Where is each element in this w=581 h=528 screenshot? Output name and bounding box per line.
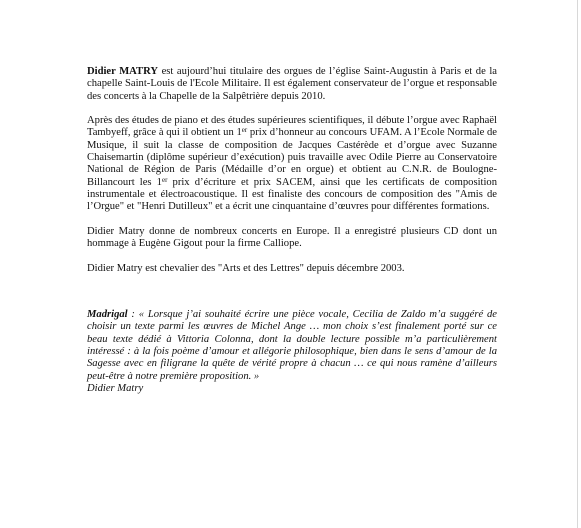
author-name: Didier MATRY bbox=[87, 66, 159, 77]
bio-paragraph-4: Didier Matry est chevalier des "Arts et des Lettres" depuis décembre 2003. bbox=[87, 262, 405, 274]
page-edge-divider bbox=[577, 0, 578, 528]
bio-paragraph-1-text: est aujourd’hui titulaire des orgues de l’église Saint-Augustin à Paris et de la chapelle Saint-Louis de l'Ecole Militaire. Il est également conservateur de l’orgue et responsable des concerts à la Chapelle de la Salpêtrière depuis 2010. bbox=[87, 66, 497, 102]
madrigal-quote bbox=[87, 309, 497, 395]
bio-paragraph-2 bbox=[87, 115, 497, 213]
bio-paragraph-3: Didier Matry donne de nombreux concerts en Europe. Il a enregistré plusieurs CD dont un hommage à Eugène Gigout pour la firme Calliope. bbox=[87, 225, 497, 250]
bio-paragraph-2-part-b: prix d’honneur au concours UFAM. A l’Ecole Normale de Musique, il suit la classe de composition de Jacques Castérède et d’orgue avec Suzanne Chaisemartin (diplôme supérieur d’exécution) puis travaille avec Odile Pierre au Conservatoire National de Région de Paris (Médaille d’or en orgue) et obtient au C.N.R. de Boulogne-Billancourt les 1 bbox=[87, 127, 498, 188]
ordinal-superscript: er bbox=[161, 175, 168, 184]
bio-paragraph-2-part-c: prix d’écriture et prix SACEM, ainsi que les certificats de composition instrumentale et électroacoustique. Il est finaliste des concours de composition des "Amis de l’Orgue" et "Henri Dutilleux" et a écrit une cinquantaine d’œuvres pour différentes formations. bbox=[87, 176, 497, 213]
ordinal-superscript: er bbox=[241, 126, 248, 135]
bio-paragraph-1 bbox=[87, 66, 497, 103]
quote-label: Madrigal bbox=[87, 309, 128, 321]
bio-paragraph-2-part-a: Après des études de piano et des études supérieures scientifiques, il débute l’orgue avec Raphaël Tambyeff, grâce à qui il obtient un 1 bbox=[87, 115, 497, 139]
document-body bbox=[87, 66, 497, 407]
quote-signature: Didier Matry bbox=[87, 382, 144, 394]
quote-text: : « Lorsque j’ai souhaité écrire une pièce vocale, Cecilia de Zaldo m’a suggéré de choisir un texte parmi les œuvres de Michel Ange … mon choix s’est finalement porté sur ce beau texte dédié à Vittoria Colonna, dont la double lecture possible m’a particulièrement intéressé : à la fois poème d’amour et allégorie philosophique, bien dans le sens d’amour de la Sagesse avec en filigrane la quête de vérité propre à chacun … ce qui nous ramène d’ailleurs peut-être à notre première proposition. » bbox=[87, 309, 497, 382]
